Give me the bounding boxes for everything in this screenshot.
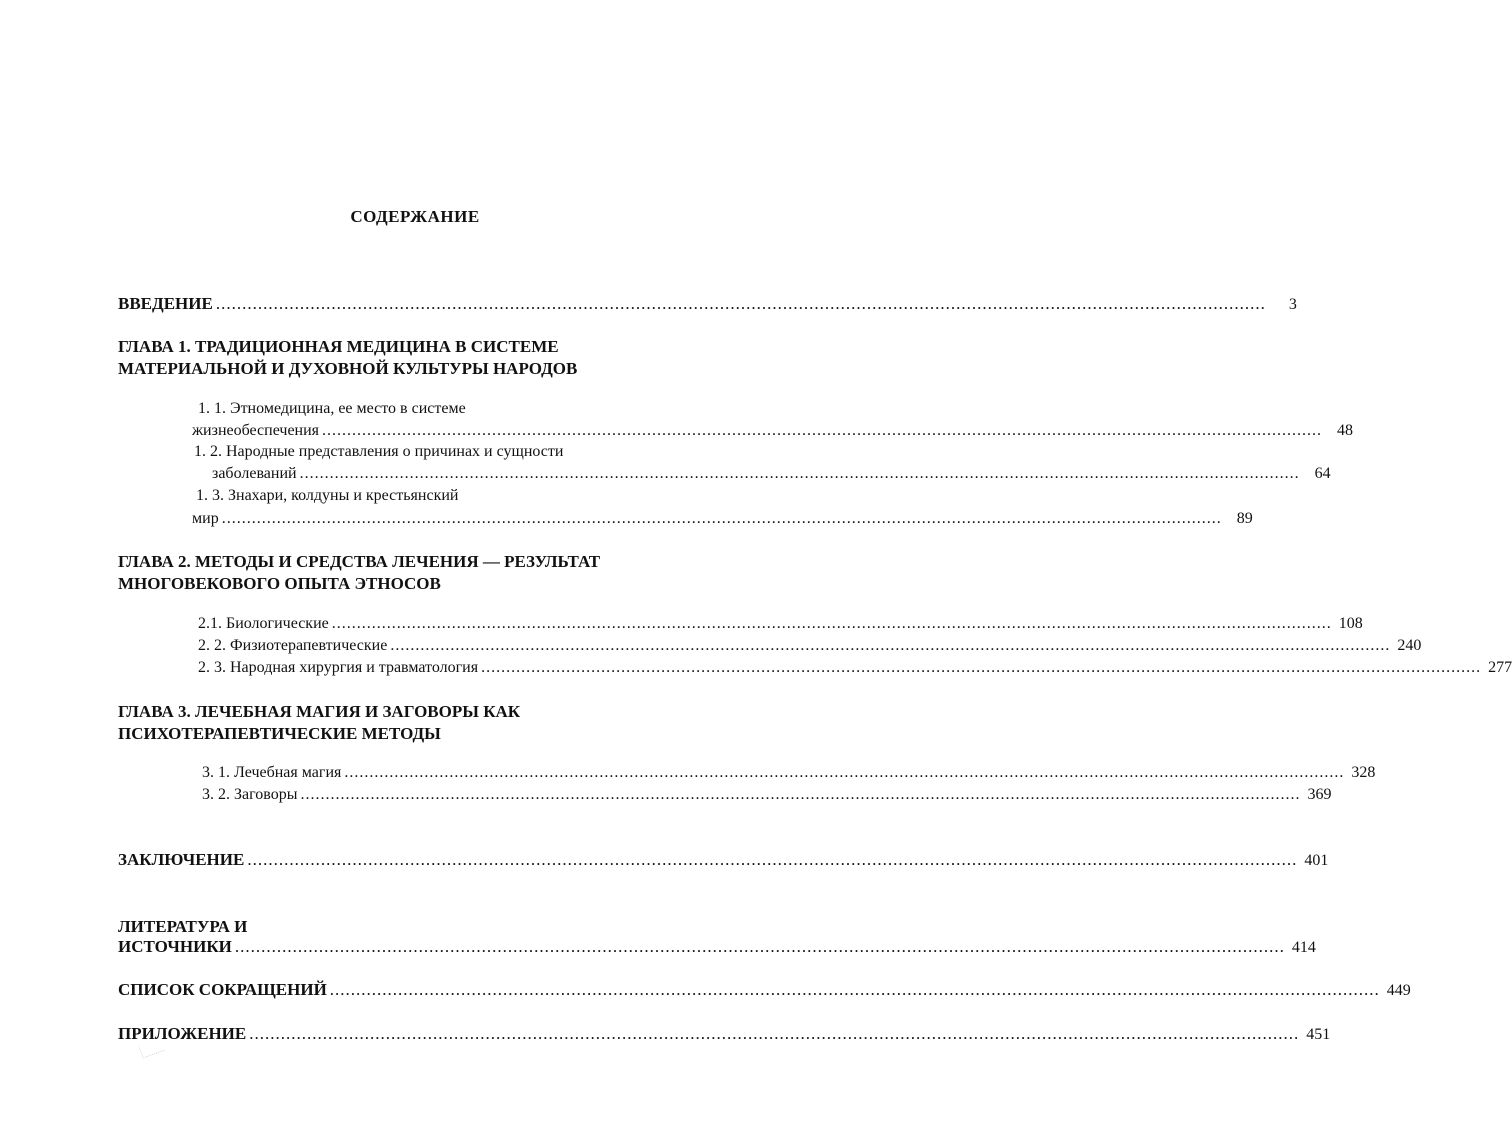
chapter-heading-line: ГЛАВА 2. МЕТОДЫ И СРЕДСТВА ЛЕЧЕНИЯ — РЕЗУЛЬТАТ — [118, 552, 601, 571]
chapter-heading-line: МНОГОВЕКОВОГО ОПЫТА ЭТНОСОВ — [118, 574, 441, 593]
chapter-3-heading — [118, 701, 520, 745]
toc-page-number: 277 — [1488, 659, 1512, 676]
toc-entry-literature-line: ЛИТЕРАТУРА И — [118, 917, 248, 936]
toc-subentry-1-1 — [192, 422, 1354, 440]
toc-subentry-1-2 — [212, 465, 1331, 483]
dot-leader: ........................................................................................................................................................................................................ — [234, 937, 1285, 956]
chapter-heading-line: ПСИХОТЕРАПЕВТИЧЕСКИЕ МЕТОДЫ — [118, 724, 441, 743]
toc-subentry-2-2 — [198, 637, 1422, 655]
dot-leader: ........................................................................................................................................................................................................ — [331, 615, 1332, 632]
chapter-heading-line: ГЛАВА 3. ЛЕЧЕБНАЯ МАГИЯ И ЗАГОВОРЫ КАК — [118, 702, 521, 721]
toc-entry-abbreviations — [118, 980, 1411, 1000]
page-title: СОДЕРЖАНИЕ — [350, 207, 480, 226]
toc-page-number: 48 — [1337, 422, 1354, 439]
toc-page-number: 449 — [1386, 982, 1411, 999]
dot-leader: ........................................................................................................................................................................................................ — [215, 294, 1266, 313]
toc-page-number: 3 — [1288, 296, 1297, 313]
dot-leader: ........................................................................................................................................................................................................ — [390, 637, 1391, 654]
toc-page-number: 451 — [1306, 1026, 1331, 1043]
toc-entry-label: 3. 1. Лечебная магия — [202, 764, 342, 781]
chapter-heading-line: МАТЕРИАЛЬНОЙ И ДУХОВНОЙ КУЛЬТУРЫ НАРОДОВ — [118, 359, 578, 378]
toc-entry-label: 2.1. Биологические — [198, 615, 329, 632]
toc-entry-label: 3. 2. Заговоры — [202, 786, 298, 803]
toc-page-number: 108 — [1338, 615, 1363, 632]
toc-entry-label: ЗАКЛЮЧЕНИЕ — [118, 850, 245, 869]
toc-subentry-line: 1. 3. Знахари, колдуны и крестьянский — [196, 487, 459, 504]
toc-entry-label: заболеваний — [212, 465, 297, 482]
toc-entry-label: мир — [192, 510, 219, 527]
chapter-heading-line: ГЛАВА 1. ТРАДИЦИОННАЯ МЕДИЦИНА В СИСТЕМЕ — [118, 337, 559, 356]
toc-page-number: 328 — [1351, 764, 1376, 781]
toc-entry-label: жизнеобеспечения — [192, 422, 320, 439]
toc-entry-conclusion — [118, 850, 1329, 870]
dot-leader: ........................................................................................................................................................................................................ — [300, 786, 1301, 803]
toc-page-number: 414 — [1291, 939, 1316, 956]
toc-page-number: 240 — [1397, 637, 1422, 654]
dot-leader: ........................................................................................................................................................................................................ — [249, 1024, 1300, 1043]
toc-entry-label: 2. 3. Народная хирургия и травматология — [198, 659, 479, 676]
dot-leader: ........................................................................................................................................................................................................ — [299, 465, 1300, 482]
toc-entry-label: ИСТОЧНИКИ — [118, 937, 232, 956]
toc-page-number: 369 — [1307, 786, 1332, 803]
toc-entry-label: 2. 2. Физиотерапевтические — [198, 637, 388, 654]
dot-leader: ........................................................................................................................................................................................................ — [329, 980, 1380, 999]
chapter-2-heading — [118, 551, 600, 595]
chapter-1-heading — [118, 336, 577, 380]
toc-entry-label: СПИСОК СОКРАЩЕНИЙ — [118, 980, 327, 999]
toc-entry-appendix — [118, 1024, 1331, 1044]
dot-leader: ........................................................................................................................................................................................................ — [481, 659, 1482, 676]
toc-page-number: 89 — [1236, 510, 1253, 527]
toc-subentry-line: 1. 1. Этномедицина, ее место в системе — [198, 400, 466, 417]
toc-page-number: 64 — [1314, 465, 1331, 482]
dot-leader: ........................................................................................................................................................................................................ — [322, 422, 1323, 439]
toc-subentry-line: 1. 2. Народные представления о причинах и сущности — [194, 443, 564, 460]
toc-entry-literature — [118, 937, 1316, 957]
toc-entry-label: ВВЕДЕНИЕ — [118, 294, 213, 313]
toc-subentry-3-1 — [202, 764, 1376, 782]
toc-subentry-3-2 — [202, 786, 1332, 804]
dot-leader: ........................................................................................................................................................................................................ — [344, 764, 1345, 781]
dot-leader: ........................................................................................................................................................................................................ — [247, 850, 1298, 869]
dot-leader: ........................................................................................................................................................................................................ — [221, 510, 1222, 527]
toc-entry-label: ПРИЛОЖЕНИЕ — [118, 1024, 247, 1043]
toc-subentry-2-3 — [198, 659, 1512, 677]
toc-page-number: 401 — [1304, 852, 1329, 869]
toc-entry-intro — [118, 294, 1297, 314]
toc-subentry-1-3 — [192, 510, 1253, 528]
toc-subentry-2-1 — [198, 615, 1363, 633]
